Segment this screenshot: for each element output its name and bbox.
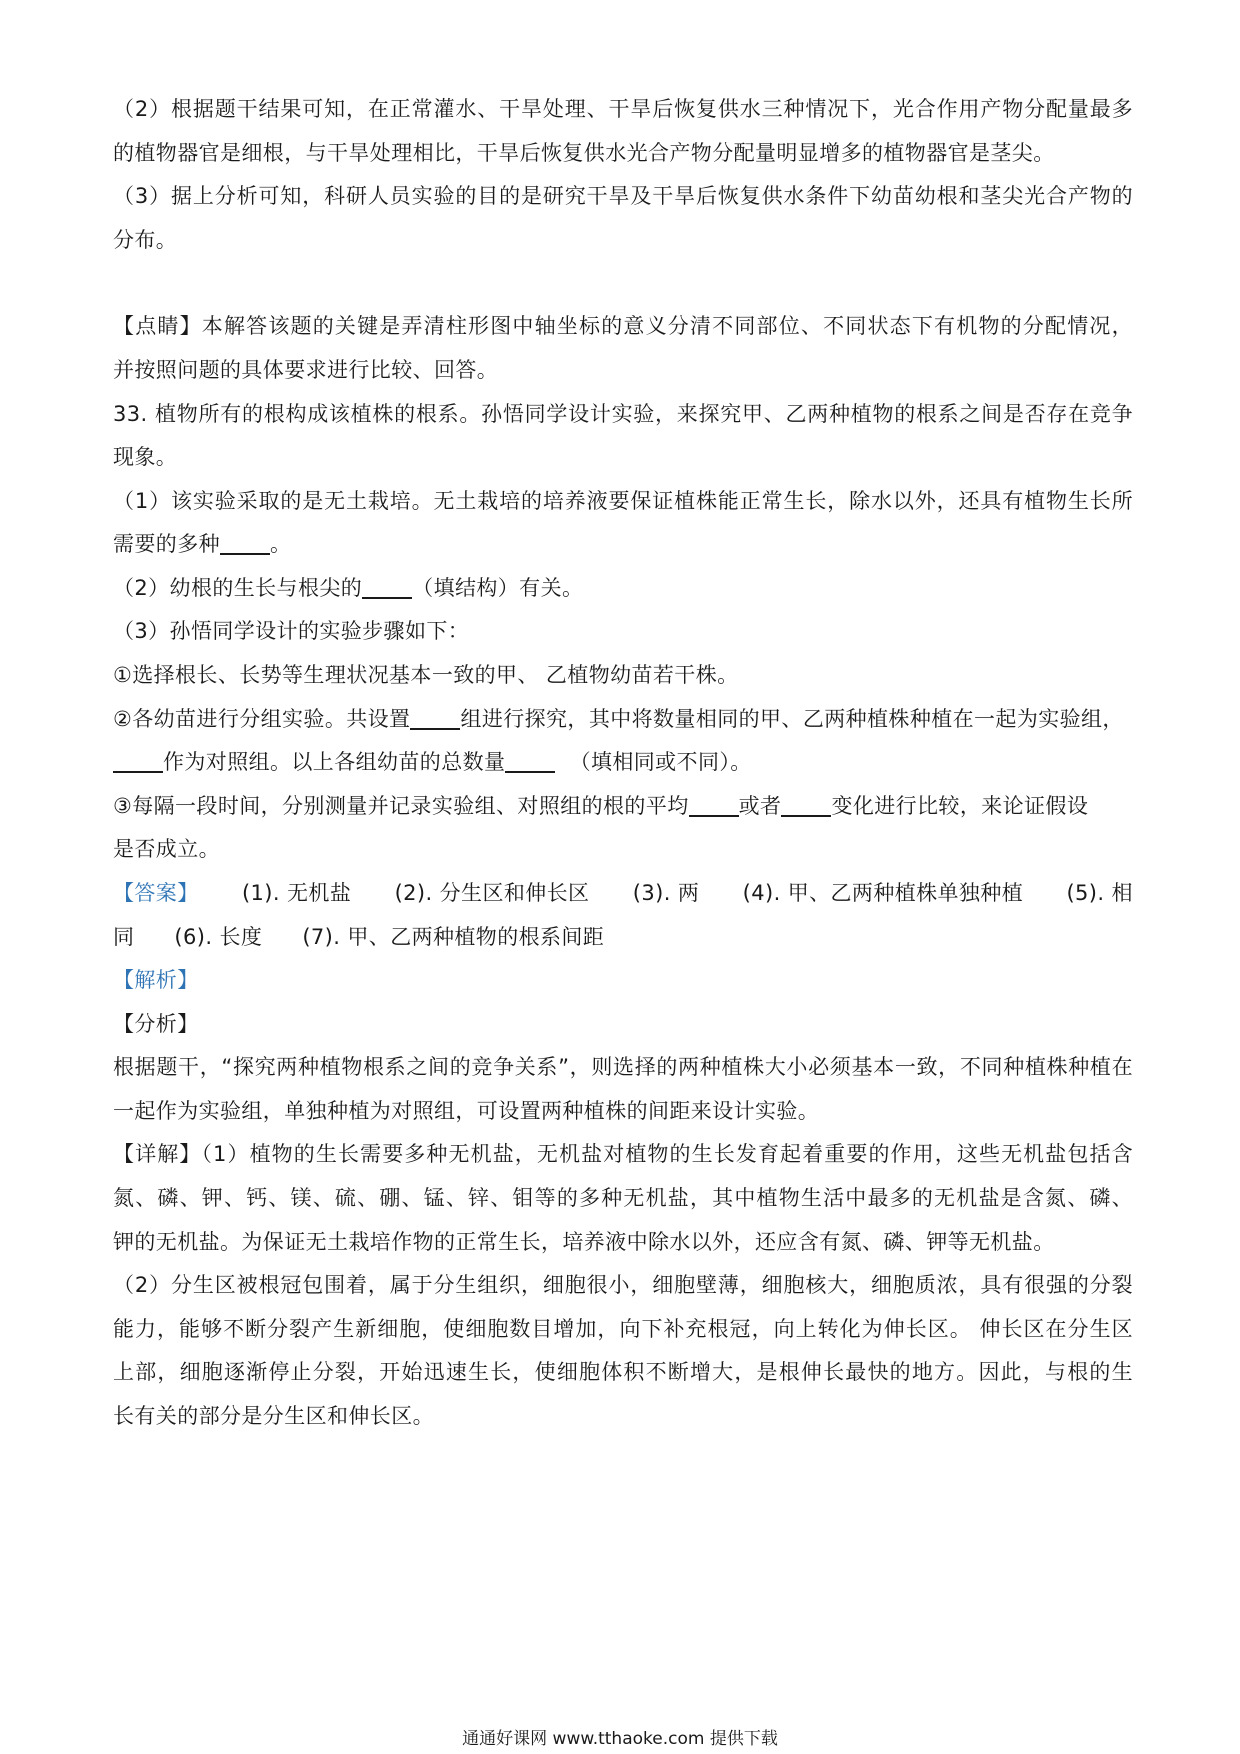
question-3-intro: （3）孙悟同学设计的实验步骤如下： bbox=[113, 619, 470, 643]
paragraph-line: 根据题干，“探究两种植物根系之间的竞争关系”，则选择的两种植株大小必须基本一致，不同种植株种植在 bbox=[113, 1055, 1133, 1079]
step-2-line: ②各幼苗进行分组实验。共设置 组进行探究，其中将数量相同的甲、乙两种植株种植在一起为实验组， bbox=[113, 707, 1124, 731]
paragraph-line: 并按照问题的具体要求进行比较、回答。 bbox=[113, 358, 499, 382]
answer-blank bbox=[410, 706, 460, 730]
fenxi-label: 【分析】 bbox=[113, 1012, 199, 1036]
page-footer: 通通好课网 www.tthaoke.com 提供下载 bbox=[462, 1729, 778, 1749]
answer-blank bbox=[689, 793, 739, 817]
answer-blank bbox=[362, 575, 412, 599]
answer-blank bbox=[113, 749, 163, 773]
answer-label: 【答案】 bbox=[113, 881, 199, 905]
answer-blank bbox=[781, 793, 831, 817]
detail-line: 能力，能够不断分裂产生新细胞，使细胞数目增加，向下补充根冠，向上转化为伸长区。 伸长区在分生区 bbox=[113, 1317, 1133, 1341]
detail-line: 【详解】（1）植物的生长需要多种无机盐，无机盐对植物的生长发育起着重要的作用，这些无机盐包括含 bbox=[113, 1142, 1133, 1166]
answer-row bbox=[113, 878, 1133, 908]
answer-item: (3). 两 bbox=[632, 881, 700, 905]
answer-blank bbox=[505, 749, 555, 773]
question-33-title: 33. 植物所有的根构成该植株的根系。孙悟同学设计实验，来探究甲、乙两种植物的根系之间是否存在竞争 bbox=[113, 402, 1133, 426]
detail-line: 上部，细胞逐渐停止分裂，开始迅速生长，使细胞体积不断增大，是根伸长最快的地方。因此，与根的生 bbox=[113, 1360, 1133, 1384]
step-2-line: 作为对照组。以上各组幼苗的总数量 （填相同或不同）。 bbox=[113, 747, 1133, 777]
answer-row bbox=[113, 922, 1133, 952]
answer-blank bbox=[220, 531, 270, 555]
paragraph-line: 现象。 bbox=[113, 445, 178, 469]
paragraph-line: 一起作为实验组，单独种植为对照组，可设置两种植株的间距来设计实验。 bbox=[113, 1099, 820, 1123]
paragraph-line: （3）据上分析可知，科研人员实验的目的是研究干旱及干旱后恢复供水条件下幼苗幼根和茎尖光合产物的 bbox=[113, 184, 1133, 208]
step-1: ①选择根长、长势等生理状况基本一致的甲、 乙植物幼苗若干株。 bbox=[113, 663, 739, 687]
step-3-line: 是否成立。 bbox=[113, 837, 220, 861]
detail-line: 钾的无机盐。为保证无土栽培作物的正常生长，培养液中除水以外，还应含有氮、磷、钾等无机盐。 bbox=[113, 1230, 1055, 1254]
analysis-label: 【解析】 bbox=[113, 968, 199, 992]
answer-item: 同 bbox=[113, 925, 135, 949]
question-1-line: （1）该实验采取的是无土栽培。无土栽培的培养液要保证植株能正常生长，除水以外，还具有植物生长所 bbox=[113, 489, 1133, 513]
answer-item: (6). 长度 bbox=[174, 925, 263, 949]
answer-item: (7). 甲、乙两种植物的根系间距 bbox=[302, 925, 605, 949]
answer-item: (4). 甲、乙两种植株单独种植 bbox=[742, 881, 1024, 905]
answer-item: (2). 分生区和伸长区 bbox=[394, 881, 590, 905]
answer-item: (5). 相 bbox=[1066, 881, 1133, 905]
detail-line: 长有关的部分是分生区和伸长区。 bbox=[113, 1404, 434, 1428]
detail-line: 氮、磷、钾、钙、镁、硫、硼、锰、锌、钼等的多种无机盐，其中植物生活中最多的无机盐是含氮、磷、 bbox=[113, 1186, 1133, 1210]
detail-line: （2）分生区被根冠包围着，属于分生组织，细胞很小，细胞壁薄，细胞核大，细胞质浓，具有很强的分裂 bbox=[113, 1273, 1133, 1297]
question-2-line: （2）幼根的生长与根尖的 （填结构）有关。 bbox=[113, 576, 584, 600]
question-1-line: 需要的多种 。 bbox=[113, 532, 292, 556]
paragraph-line: 【点睛】本解答该题的关键是弄清柱形图中轴坐标的意义分清不同部位、不同状态下有机物的分配情况， bbox=[113, 314, 1133, 338]
answer-item: (1). 无机盐 bbox=[241, 881, 352, 905]
paragraph-line: 分布。 bbox=[113, 228, 178, 252]
step-3-line: ③每隔一段时间，分别测量并记录实验组、对照组的根的平均 或者 变化进行比较，来论证假设 bbox=[113, 794, 1089, 818]
paragraph-line: （2）根据题干结果可知，在正常灌水、干旱处理、干旱后恢复供水三种情况下，光合作用产物分配量最多 bbox=[113, 97, 1133, 121]
paragraph-line: 的植物器官是细根，与干旱处理相比，干旱后恢复供水光合产物分配量明显增多的植物器官是茎尖。 bbox=[113, 141, 1055, 165]
